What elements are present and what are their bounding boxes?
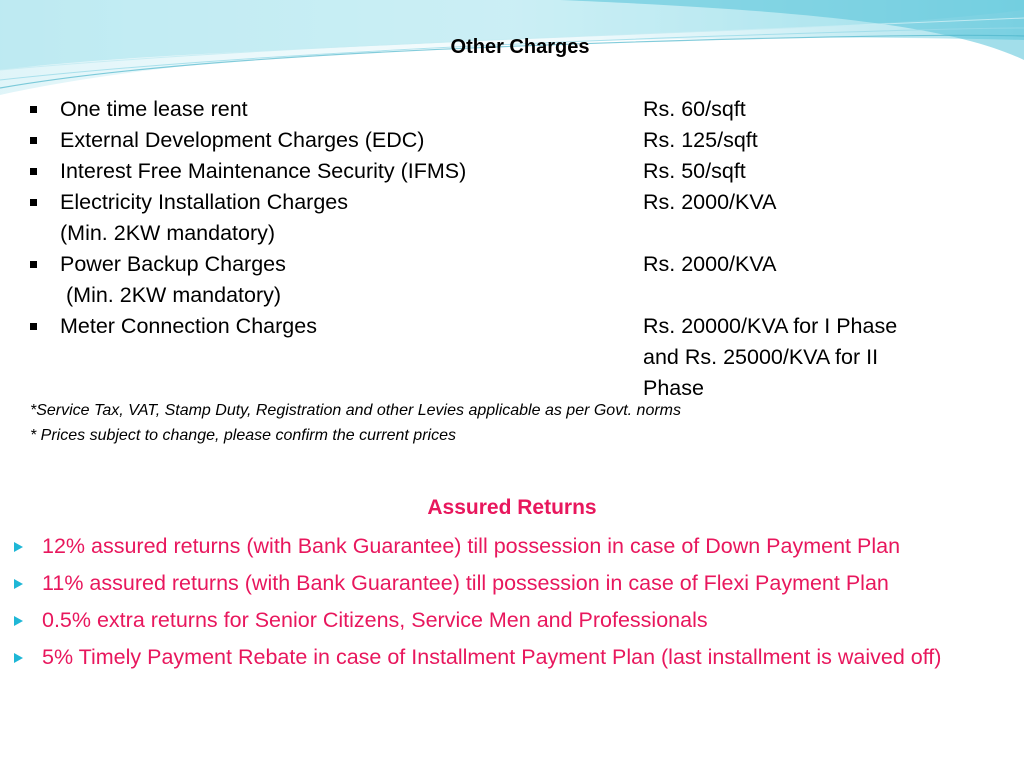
square-bullet-icon [30,168,37,175]
charge-continuation-row [30,342,990,373]
returns-list [14,531,1014,679]
charge-label: One time lease rent [60,97,248,121]
page-title: Other Charges [450,36,590,58]
charge-row [30,249,990,280]
square-bullet-icon [30,106,37,113]
charge-label: Interest Free Maintenance Security (IFMS) [60,159,467,183]
square-bullet-icon [30,137,37,144]
list-item [14,531,1014,561]
return-text: 11% assured returns (with Bank Guarantee) till possession in case of Flexi Payment Plan [42,571,889,595]
triangle-bullet-icon [14,616,23,626]
charge-sublabel: (Min. 2KW mandatory) [66,283,282,307]
charge-value: Rs. 2000/KVA [643,190,777,214]
charge-row [30,94,990,125]
triangle-bullet-icon [14,653,23,663]
charge-subrow [30,218,990,249]
list-item [14,605,1014,635]
list-item [14,642,1014,672]
charge-row [30,156,990,187]
charge-value: Rs. 2000/KVA [643,252,777,276]
charge-value-line: Phase [643,376,704,400]
charge-continuation-row [30,373,990,404]
charge-value: Rs. 60/sqft [643,97,746,121]
charge-label: Power Backup Charges [60,252,286,276]
charge-label: Electricity Installation Charges [60,190,348,214]
footnote-taxes: *Service Tax, VAT, Stamp Duty, Registration and other Levies applicable as per Govt. norms [30,402,681,419]
square-bullet-icon [30,199,37,206]
charge-sublabel: (Min. 2KW mandatory) [60,221,276,245]
charge-value-line: and Rs. 25000/KVA for II [643,345,879,369]
triangle-bullet-icon [14,542,23,552]
square-bullet-icon [30,261,37,268]
square-bullet-icon [30,323,37,330]
section-title-assured-returns: Assured Returns [427,496,597,519]
charge-value: Rs. 125/sqft [643,128,758,152]
charge-value-line: Rs. 20000/KVA for I Phase [643,314,898,338]
triangle-bullet-icon [14,579,23,589]
footnote-prices: * Prices subject to change, please confirm the current prices [30,427,456,444]
charge-value: Rs. 50/sqft [643,159,746,183]
charge-subrow [30,280,990,311]
charge-row [30,187,990,218]
return-text: 5% Timely Payment Rebate in case of Installment Payment Plan (last installment is waived off) [42,645,942,669]
return-text: 12% assured returns (with Bank Guarantee) till possession in case of Down Payment Plan [42,534,901,558]
charge-label: Meter Connection Charges [60,314,317,338]
charges-list [30,94,990,404]
list-item [14,568,1014,598]
charge-label: External Development Charges (EDC) [60,128,425,152]
charge-row [30,125,990,156]
charge-row [30,311,990,342]
return-text: 0.5% extra returns for Senior Citizens, Service Men and Professionals [42,608,708,632]
